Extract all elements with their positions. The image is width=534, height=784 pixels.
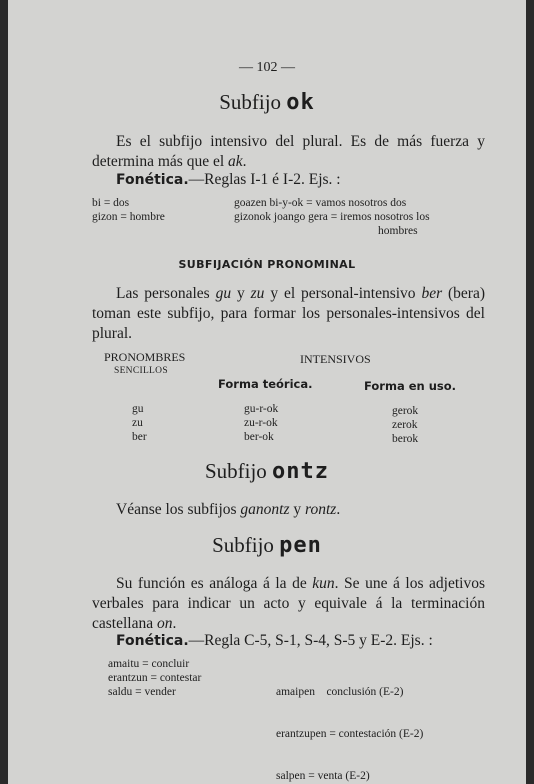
paragraph-pronominal (92, 284, 485, 344)
table-cell: gerok (392, 405, 419, 417)
table-cell: zu (132, 417, 143, 429)
table-cell: berok (392, 433, 419, 445)
paragraph-text: Las personales (116, 285, 216, 302)
heading-subfijo-pen (8, 533, 526, 558)
section-title-pronominal: SUBFIJACIÓN PRONOMINAL (178, 258, 356, 271)
paragraph-text: . (172, 615, 177, 632)
italic-ber: ber (421, 285, 443, 302)
heading-prefix: Subfijo (212, 533, 274, 557)
example-item: gizonok joango gera = iremos nosotros los (234, 211, 430, 223)
paragraph-pen (92, 574, 485, 634)
col-forma-teorica: Forma teórica. (218, 377, 313, 391)
fonetica-label: Fonética. (116, 633, 189, 649)
examples-left-2 (108, 657, 201, 699)
heading-subfijo-ok (8, 90, 526, 115)
paragraph-text: Su función es análoga á la de (116, 575, 313, 592)
italic-kun: kun (312, 575, 335, 592)
pronoun-simple-column (132, 402, 147, 444)
table-cell: ber-ok (244, 431, 274, 443)
fonetica-line-1 (116, 170, 341, 190)
example-item: goazen bi-y-ok = vamos nosotros dos (234, 197, 407, 209)
example-item: salpen = venta (E-2) (276, 770, 370, 782)
italic-ak: ak (228, 153, 243, 170)
table-cell: gu-r-ok (244, 403, 279, 415)
col-pronombres: PRONOMBRES (104, 350, 186, 364)
italic-zu: zu (250, 285, 265, 302)
examples-left-1 (92, 196, 165, 224)
page-number: — 102 — (239, 60, 295, 75)
pronoun-teorica-column (244, 402, 278, 444)
table-cell: zu-r-ok (244, 417, 278, 429)
col-sencillos: SENCILLOS (114, 366, 168, 376)
paragraph-ok (92, 132, 485, 172)
examples-right-2 (276, 657, 423, 784)
heading-prefix: Subfijo (219, 90, 282, 114)
fonetica-label: Fonética. (116, 172, 189, 188)
paragraph-text: y (231, 285, 251, 302)
paragraph-text: y (289, 501, 306, 518)
examples-right-1 (234, 196, 430, 238)
heading-suffix: pen (279, 533, 322, 558)
example-item: hombres (378, 225, 418, 237)
example-item: erantzupen = contestación (E-2) (276, 728, 424, 740)
pronoun-uso-column (392, 404, 418, 446)
italic-gu: gu (215, 285, 232, 302)
table-cell: gu (132, 403, 144, 415)
paragraph-text: Véanse los subfijos (116, 501, 241, 518)
table-cell: ber (132, 431, 147, 443)
col-intensivos: INTENSIVOS (300, 352, 371, 366)
example-item: amaitu = concluir (108, 658, 190, 670)
heading-suffix: ok (286, 90, 315, 115)
fonetica-text: —Reglas I-1 é I-2. Ejs. : (188, 171, 341, 188)
col-forma-uso: Forma en uso. (364, 379, 456, 393)
heading-prefix: Subfijo (204, 459, 267, 483)
paragraph-text: . (336, 501, 341, 518)
paragraph-text: y el personal-intensivo (264, 285, 422, 302)
paragraph-text: . Se une á los adjetivos verbales para indicar un acto y equivale á la terminación castellana (92, 575, 485, 632)
example-item: gizon = hombre (92, 211, 165, 223)
fonetica-text: —Regla C-5, S-1, S-4, S-5 y E-2. Ejs. : (188, 632, 433, 649)
fonetica-line-2 (116, 631, 433, 651)
italic-rontz: rontz (305, 501, 337, 518)
book-page (8, 0, 526, 784)
heading-suffix: ontz (272, 459, 330, 484)
italic-ganontz: ganontz (240, 501, 290, 518)
paragraph-ok-end: . (242, 153, 247, 170)
paragraph-ok-text: Es el subfijo intensivo del plural. Es de más fuerza y determina más que el (92, 133, 485, 170)
paragraph-text: (bera) toman este subfijo, para formar los personales-intensivos del plural. (92, 285, 485, 342)
example-item: erantzun = contestar (108, 672, 202, 684)
italic-on: on (156, 615, 173, 632)
paragraph-ontz (116, 500, 340, 520)
table-cell: zerok (392, 419, 418, 431)
heading-subfijo-ontz (8, 459, 526, 484)
example-item: amaipen conclusión (E-2) (276, 686, 404, 698)
example-item: saldu = vender (108, 686, 176, 698)
example-item: bi = dos (92, 197, 130, 209)
